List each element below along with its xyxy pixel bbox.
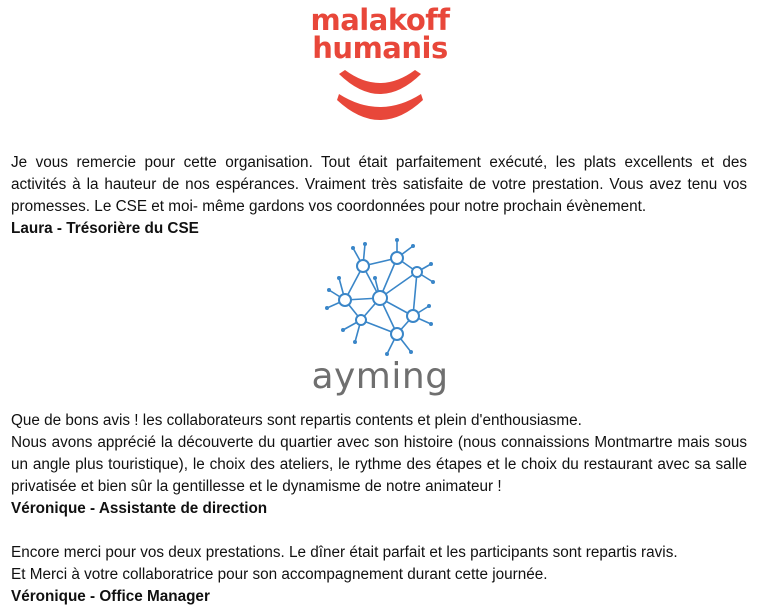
network-icon bbox=[325, 238, 435, 356]
testimonial-2-signature: Véronique - Assistante de direction bbox=[11, 500, 268, 517]
testimonial-3-line2: Et Merci à votre collaboratrice pour son accompagnement durant cette journée. bbox=[11, 566, 548, 583]
ayming-logo bbox=[305, 238, 455, 395]
testimonial-2-line1: Que de bons avis ! les collaborateurs sont repartis contents et plein d'enthousiasme. bbox=[11, 412, 582, 429]
testimonial-1-signature: Laura - Trésorière du CSE bbox=[11, 220, 199, 237]
testimonial-2-text: Nous avons apprécié la découverte du quartier avec son histoire (nous connaissions Montmartre mais sous un angle plus touristique), le choix des ateliers, le rythme des étapes et le choix du restaurant avec sa salle privatisée et bien sûr la gentillesse et le dynamisme de notre animateur ! bbox=[11, 434, 747, 495]
testimonial-2 bbox=[11, 410, 747, 520]
logo-text-line1: malakoff bbox=[310, 3, 450, 37]
testimonial-1-text: Je vous remercie pour cette organisation. Tout était parfaitement exécuté, les plats excellents et des activités à la hauteur de nos espérances. Vraiment très satisfaite de votre prestation. Vous avez tenu vos promesses. Le CSE et moi- même gardons vos coordonnées pour notre prochain évènement. bbox=[11, 154, 747, 215]
testimonial-1 bbox=[11, 152, 747, 240]
testimonial-3-line1: Encore merci pour vos deux prestations. Le dîner était parfait et les participants sont repartis ravis. bbox=[11, 544, 678, 561]
logo-text-line2: humanis bbox=[312, 31, 448, 65]
testimonial-3 bbox=[11, 542, 747, 608]
testimonial-3-signature: Véronique - Office Manager bbox=[11, 588, 210, 605]
malakoff-arcs-icon bbox=[335, 68, 425, 126]
logo-text: ayming bbox=[311, 356, 449, 397]
malakoff-humanis-logo bbox=[300, 3, 460, 126]
